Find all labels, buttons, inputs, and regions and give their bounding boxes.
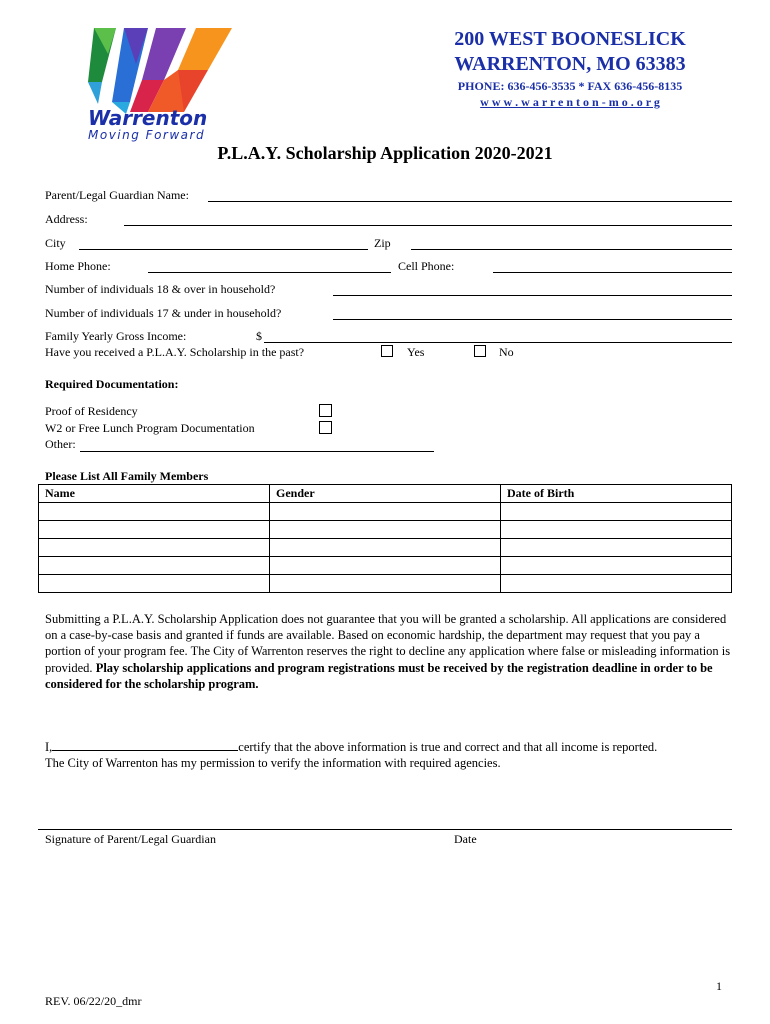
table-row bbox=[39, 557, 732, 575]
table-cell[interactable] bbox=[270, 539, 501, 557]
signature-line[interactable] bbox=[38, 829, 732, 830]
table-row bbox=[39, 539, 732, 557]
residency-checkbox[interactable] bbox=[319, 404, 332, 417]
prior-scholarship-label: Have you received a P.L.A.Y. Scholarship in the past? bbox=[45, 345, 305, 359]
certify-prefix: I, bbox=[45, 740, 53, 754]
table-cell[interactable] bbox=[270, 503, 501, 521]
column-gender: Gender bbox=[270, 485, 501, 503]
column-name: Name bbox=[39, 485, 270, 503]
other-field[interactable] bbox=[80, 451, 434, 452]
disclaimer-paragraph bbox=[45, 611, 735, 692]
header-website[interactable]: w w w . w a r r e n t o n - m o . o r g bbox=[480, 95, 660, 109]
income-dollar-sign: $ bbox=[256, 329, 262, 343]
table-row bbox=[39, 503, 732, 521]
table-cell[interactable] bbox=[270, 575, 501, 593]
page-title: P.L.A.Y. Scholarship Application 2020-2021 bbox=[217, 143, 553, 163]
disclaimer-text: Submitting a P.L.A.Y. Scholarship Application does not guarantee that you will be granted a scholarship. All applications are considered on a case-by-case basis and granted if funds are available. Based on economic hardship, the department may request that you pay a portion of your program fee. The City of Warrenton reserves the right to decline any application where false or misleading information is provided. bbox=[45, 612, 731, 675]
guardian-name-field[interactable] bbox=[208, 201, 732, 202]
prior-yes-label: Yes bbox=[407, 345, 425, 359]
signature-label: Signature of Parent/Legal Guardian bbox=[45, 832, 216, 846]
table-cell[interactable] bbox=[39, 557, 270, 575]
table-cell[interactable] bbox=[501, 503, 732, 521]
income-label: Family Yearly Gross Income: bbox=[45, 329, 187, 343]
certify-name-field[interactable] bbox=[52, 739, 238, 751]
guardian-name-label: Parent/Legal Guardian Name: bbox=[45, 188, 189, 202]
prior-no-checkbox[interactable] bbox=[474, 345, 486, 357]
income-field[interactable] bbox=[264, 342, 732, 343]
certify-rest: certify that the above information is true and correct and that all income is reported. bbox=[238, 740, 658, 754]
header-phone-fax: PHONE: 636-456-3535 * FAX 636-456-8135 bbox=[457, 79, 683, 93]
table-cell[interactable] bbox=[270, 557, 501, 575]
prior-yes-checkbox[interactable] bbox=[381, 345, 393, 357]
table-cell[interactable] bbox=[39, 539, 270, 557]
table-cell[interactable] bbox=[270, 521, 501, 539]
prior-no-label: No bbox=[499, 345, 514, 359]
home-phone-label: Home Phone: bbox=[45, 259, 111, 273]
documentation-heading: Required Documentation: bbox=[45, 377, 179, 391]
table-row bbox=[39, 575, 732, 593]
home-phone-field[interactable] bbox=[148, 272, 391, 273]
w2-label: W2 or Free Lunch Program Documentation bbox=[45, 421, 255, 435]
city-field[interactable] bbox=[79, 249, 368, 250]
adults-label: Number of individuals 18 & over in household? bbox=[45, 282, 276, 296]
table-row bbox=[39, 521, 732, 539]
table-cell[interactable] bbox=[501, 557, 732, 575]
warrenton-logo bbox=[86, 24, 236, 142]
revision-label: REV. 06/22/20_dmr bbox=[45, 994, 142, 1008]
certify-line2: The City of Warrenton has my permission to verify the information with required agencies. bbox=[45, 756, 501, 770]
logo-tagline: Moving Forward bbox=[88, 128, 206, 142]
cell-phone-label: Cell Phone: bbox=[398, 259, 455, 273]
certify-line1 bbox=[45, 739, 657, 755]
address-field[interactable] bbox=[124, 225, 732, 226]
family-heading: Please List All Family Members bbox=[45, 469, 209, 483]
logo-mark bbox=[86, 24, 236, 116]
other-label: Other: bbox=[45, 437, 76, 451]
table-cell[interactable] bbox=[501, 539, 732, 557]
header-address-line1: 200 WEST BOONESLICK bbox=[454, 28, 686, 50]
children-field[interactable] bbox=[333, 319, 732, 320]
table-cell[interactable] bbox=[501, 575, 732, 593]
cell-phone-field[interactable] bbox=[493, 272, 732, 273]
table-header-row bbox=[39, 485, 732, 503]
table-cell[interactable] bbox=[501, 521, 732, 539]
city-label: City bbox=[45, 236, 66, 250]
family-table bbox=[38, 484, 732, 593]
w2-checkbox[interactable] bbox=[319, 421, 332, 434]
header-address-line2: WARRENTON, MO 63383 bbox=[454, 53, 686, 75]
residency-label: Proof of Residency bbox=[45, 404, 138, 418]
zip-field[interactable] bbox=[411, 249, 732, 250]
zip-label: Zip bbox=[374, 236, 391, 250]
table-cell[interactable] bbox=[39, 521, 270, 539]
disclaimer-bold-text: Play scholarship applications and program registrations must be received by the registration deadline in order to be considered for the scholarship program. bbox=[45, 660, 713, 691]
page-number: 1 bbox=[716, 979, 722, 993]
address-label: Address: bbox=[45, 212, 88, 226]
table-cell[interactable] bbox=[39, 575, 270, 593]
logo-name: Warrenton bbox=[88, 106, 208, 130]
column-dob: Date of Birth bbox=[501, 485, 732, 503]
children-label: Number of individuals 17 & under in household? bbox=[45, 306, 282, 320]
date-label: Date bbox=[454, 832, 477, 846]
adults-field[interactable] bbox=[333, 295, 732, 296]
table-cell[interactable] bbox=[39, 503, 270, 521]
